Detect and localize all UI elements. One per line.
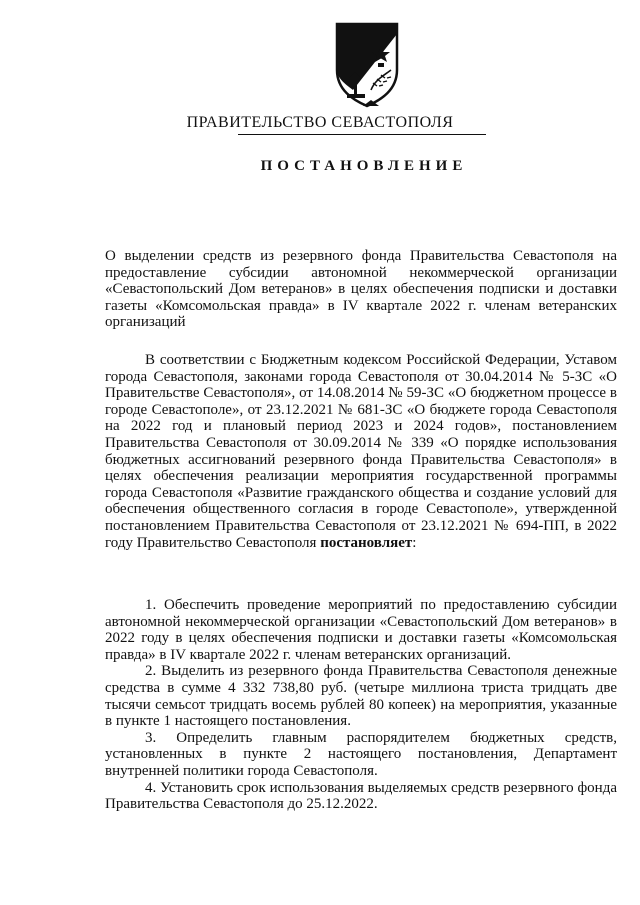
decree-item-3: 3. Определить главным распорядителем бюджетных средств, установленных в пункте 2 настоящего постановления, Департамент внутренней политики города Севастополя. <box>105 729 617 779</box>
decree-item-4: 4. Установить срок использования выделяемых средств резервного фонда Правительства Севастополя до 25.12.2022. <box>105 779 617 813</box>
sevastopol-coat-of-arms-icon <box>333 20 401 108</box>
preamble-text: В соответствии с Бюджетным кодексом Российской Федерации, Уставом города Севастополя, законами города Севастополя от 30.04.2014 № 5-ЗС «О Правительстве Севастополя», от 14.08.2014 № 59-ЗС «О бюджетном процессе в городе Севастополе», от 23.12.2021 № 681-ЗС «О бюджете города Севастополя на 2022 год и плановый период 2023 и 2024 годов», постановлением Правительства Севастополя от 30.09.2014 № 339 «О порядке использования бюджетных ассигнований резервного фонда Правительства Севастополя» в целях обеспечения реализации мероприятия государственной программы города Севастополя «Развитие гражданского общества и создание условий для обеспечения общественного согласия в городе Севастополе», утвержденной постановлением Правительства Севастополя от 23.12.2021 № 694-ПП, в 2022 году Правительство Севастополя <box>105 352 617 551</box>
decree-word: постановляет <box>320 534 413 551</box>
preamble-tail: : <box>412 534 417 551</box>
document-subject <box>105 248 617 331</box>
document-type-title: ПОСТАНОВЛЕНИЕ <box>260 158 468 174</box>
decree-items <box>105 597 617 813</box>
preamble-paragraph <box>105 352 617 551</box>
decree-item-2: 2. Выделить из резервного фонда Правительства Севастополя денежные средства в сумме 4 332 738,80 руб. (четыре миллиона триста тридцать две тысячи семьсот тридцать восемь рублей 80 копеек) на мероприятия, указанные в пункте 1 настоящего постановления. <box>105 663 617 730</box>
subject-text: О выделении средств из резервного фонда Правительства Севастополя на предоставление субсидии автономной некоммерческой организации «Севастопольский Дом ветеранов» в целях обеспечения подписки и доставки газеты «Комсомольская правда» в IV квартале 2022 г. членам ветеранских организаций <box>105 248 617 331</box>
header-divider <box>238 134 486 135</box>
decree-item-1: 1. Обеспечить проведение мероприятий по предоставлению субсидии автономной некоммерческой организации «Севастопольский Дом ветеранов» в 2022 году в целях обеспечения подписки и доставки газеты «Комсомольская правда» в IV квартале 2022 г. членам ветеранских организаций. <box>105 597 617 663</box>
preamble <box>105 352 617 551</box>
organization-name: ПРАВИТЕЛЬСТВО СЕВАСТОПОЛЯ <box>186 114 454 131</box>
